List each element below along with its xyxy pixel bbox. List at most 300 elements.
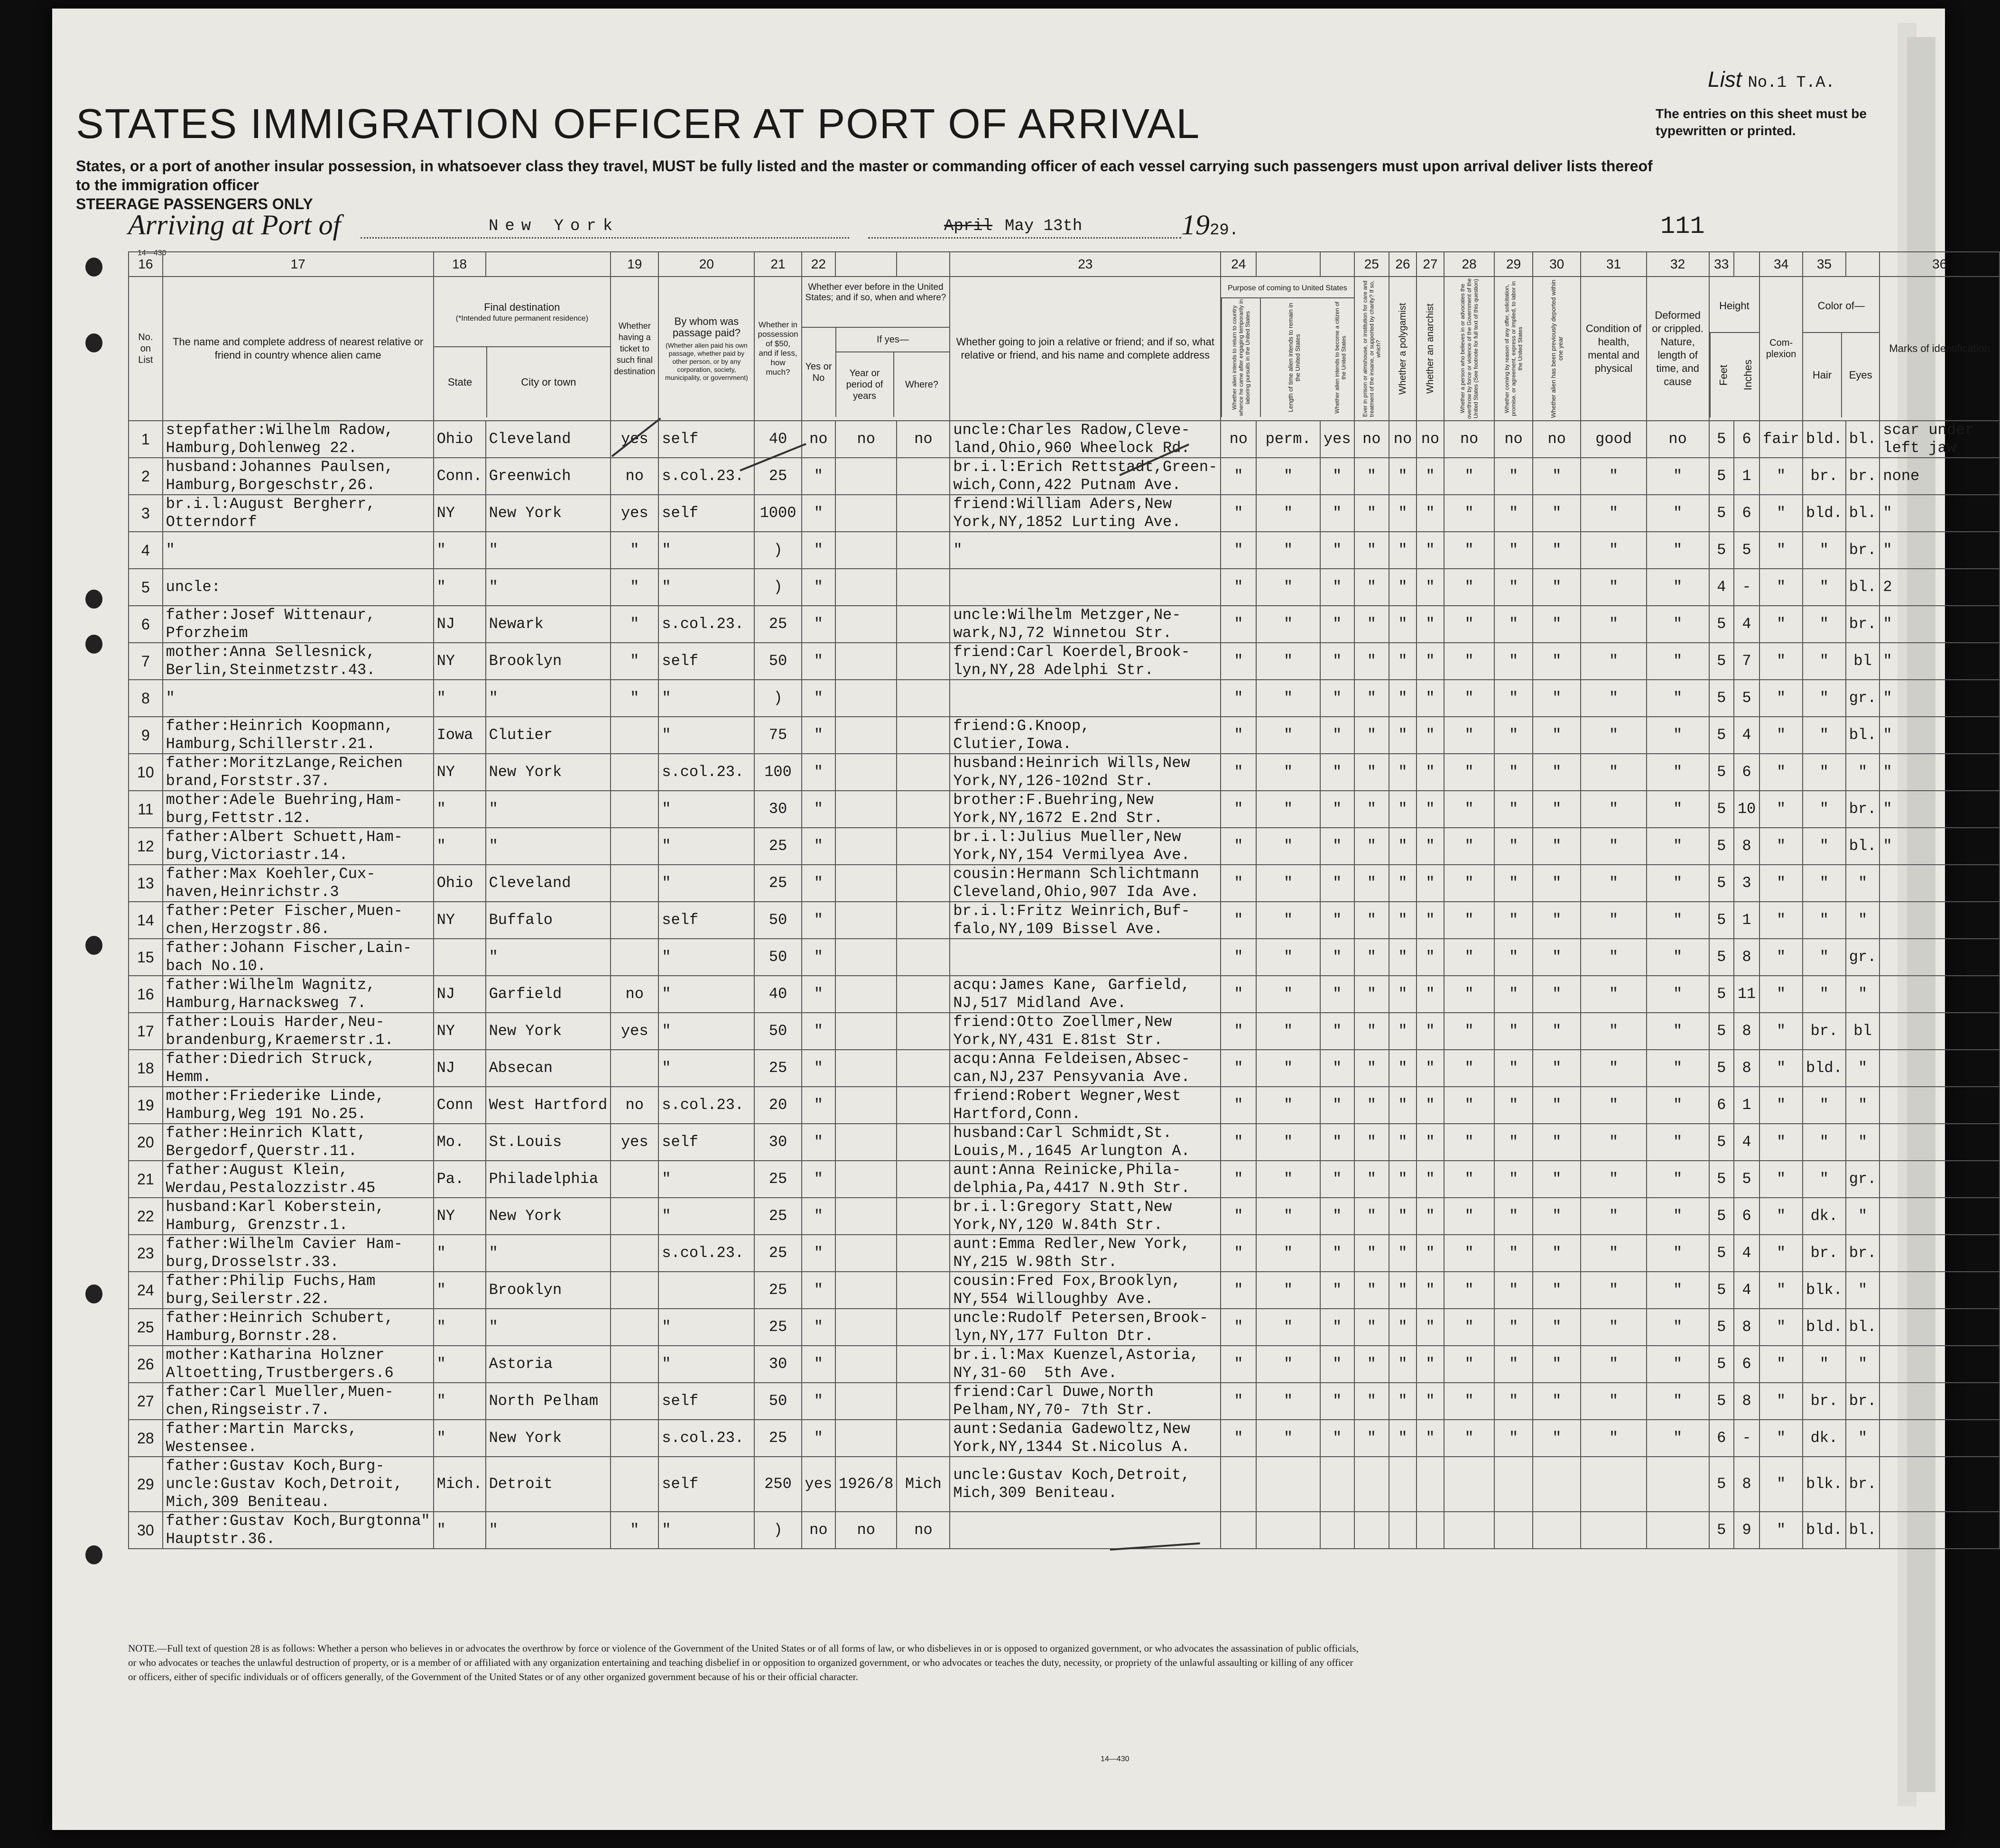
q30: " [1533,458,1581,495]
health: " [1581,1050,1646,1087]
dest-city: Detroit [486,1457,611,1512]
dest-state: " [434,1309,486,1346]
anarchist: " [1417,976,1444,1013]
eye-color: " [1846,976,1880,1013]
relative-abroad: father:August Klein, Werdau,Pestalozzistr.45 [163,1161,434,1198]
before-year [835,606,897,643]
joining: uncle:Wilhelm Metzger,Ne- wark,NJ,72 Winnetou Str. [950,606,1221,643]
marks: " [1880,791,2000,828]
dest-state: Conn [434,1087,486,1124]
health: " [1581,976,1646,1013]
before-year [835,680,897,717]
row-number: 19 [129,1087,163,1124]
purpose-citizen [1320,1457,1354,1512]
hair-color: " [1803,532,1846,569]
passage-paid-by: s.col.23. [658,606,754,643]
purpose-return [1221,1457,1256,1512]
table-row [129,1013,2000,1050]
health: good [1581,421,1646,458]
relative-abroad: father:Martin Marcks, Westensee. [163,1420,434,1457]
prison: " [1354,532,1389,569]
column-number-row [129,252,2000,277]
manifest-table [128,251,2000,1549]
money: 25 [754,1050,801,1087]
polygamist: " [1389,1272,1417,1309]
table-row [129,1457,2000,1512]
prison: " [1354,1420,1389,1457]
dest-state: Conn. [434,458,486,495]
column-number: 17 [163,252,434,277]
table-row [129,1198,2000,1235]
prison [1354,1512,1389,1549]
purpose-citizen: " [1320,532,1354,569]
complexion: " [1759,754,1803,791]
q30: " [1533,828,1581,865]
deformed: " [1647,754,1709,791]
q28: " [1444,865,1494,902]
deformed: " [1647,1346,1709,1383]
purpose-length: " [1256,569,1320,606]
q29: " [1494,939,1533,976]
header-q28: Whether a person who believes in or advocates the overthrow by force or violence of the Government of the United States (See footnote for full text of this question) [1444,277,1494,421]
ticket [611,1235,658,1272]
row-number: 5 [129,569,163,606]
before-year [835,865,897,902]
deformed: " [1647,1235,1709,1272]
q30 [1533,1457,1581,1512]
table-row [129,1272,2000,1309]
table-row [129,902,2000,939]
column-number: 32 [1647,252,1709,277]
q28: " [1444,606,1494,643]
health: " [1581,532,1646,569]
ticket [611,1272,658,1309]
polygamist: " [1389,495,1417,532]
money: 50 [754,1013,801,1050]
q28: " [1444,1087,1494,1124]
passage-paid-by: " [658,1198,754,1235]
passage-paid-by [658,1272,754,1309]
purpose-citizen: " [1320,902,1354,939]
header-inches: Inches [1741,360,1754,391]
before-us: " [802,1124,836,1161]
dest-city: Philadelphia [486,1161,611,1198]
footnote: NOTE.—Full text of question 28 is as follows: Whether a person who believes in or advocates the overthrow by force or violence of the Government of the United States or of all forms of law, or who disbelieves in or is opposed to organized government, or who advocates the assassination of public officials, or who advocates or teaches the unlawful destruction of property, or is a member of or affiliated with any organization entertaining and teaching disbelief in or opposition to organized government, or who advocates or teaches the duty, necessity, or propriety of the unlawful assaulting or killing of any officer or officers, either of specific individuals or of officers generally, of the Government of the United States or of any other organized government because of his or their official character. [128,1643,1359,1682]
q29: " [1494,643,1533,680]
anarchist: " [1417,1050,1444,1087]
table-row [129,1512,2000,1549]
marks [1880,1420,2000,1457]
health: " [1581,1013,1646,1050]
table-row [129,1087,2000,1124]
polygamist: " [1389,828,1417,865]
row-number: 22 [129,1198,163,1235]
before-year: no [835,1512,897,1549]
passage-paid-by: " [658,680,754,717]
height-feet: 5 [1709,643,1734,680]
row-number: 15 [129,939,163,976]
prison: " [1354,569,1389,606]
relative-abroad: father:Heinrich Klatt, Bergedorf,Querstr.11. [163,1124,434,1161]
q28: " [1444,680,1494,717]
joining: br.i.l:Max Kuenzel,Astoria, NY,31-60 5th Ave. [950,1346,1221,1383]
passage-paid-by: " [658,717,754,754]
relative-abroad: mother:Anna Sellesnick, Berlin,Steinmetzstr.43. [163,643,434,680]
q28: " [1444,976,1494,1013]
deformed: " [1647,532,1709,569]
height-feet: 5 [1709,1235,1734,1272]
q30: " [1533,1087,1581,1124]
health: " [1581,1161,1646,1198]
purpose-citizen: " [1320,1235,1354,1272]
anarchist: " [1417,1420,1444,1457]
money: 20 [754,1087,801,1124]
column-number [1320,252,1354,277]
hair-color: " [1803,680,1846,717]
dest-state: NY [434,495,486,532]
color-label: Color of— [1803,280,1879,333]
date-line [868,237,1181,239]
prison: " [1354,939,1389,976]
money: 75 [754,717,801,754]
hair-color: " [1803,976,1846,1013]
dest-state: " [434,828,486,865]
deformed: " [1647,828,1709,865]
before-year [835,717,897,754]
purpose-length: " [1256,1309,1320,1346]
height-feet: 5 [1709,1309,1734,1346]
column-number: 26 [1389,252,1417,277]
height-inches: 1 [1734,1087,1759,1124]
health: " [1581,754,1646,791]
row-number: 2 [129,458,163,495]
column-number: 30 [1533,252,1581,277]
header-state: State [434,347,487,417]
column-number: 24 [1221,252,1256,277]
ticket: yes [611,1124,658,1161]
before-us: " [802,458,836,495]
purpose-length: " [1256,1420,1320,1457]
relative-abroad: mother:Friederike Linde, Hamburg,Weg 191 No.25. [163,1087,434,1124]
header-joining: Whether going to join a relative or friend; and if so, what relative or friend, and his name and complete address [950,277,1221,421]
polygamist: " [1389,1420,1417,1457]
before-us: " [802,1346,836,1383]
relative-abroad: stepfather:Wilhelm Radow, Hamburg,Dohlenweg 22. [163,421,434,458]
ticket [611,1198,658,1235]
hair-color: " [1803,643,1846,680]
marks [1880,1161,2000,1198]
deformed: " [1647,1272,1709,1309]
before-where [897,1272,950,1309]
passage-paid-by: self [658,421,754,458]
purpose-return: " [1221,495,1256,532]
joining: husband:Heinrich Wills,New York,NY,126-102nd Str. [950,754,1221,791]
joining: friend:Robert Wegner,West Hartford,Conn. [950,1087,1221,1124]
joining [950,680,1221,717]
height-feet: 5 [1709,1457,1734,1512]
before-year [835,1161,897,1198]
health: " [1581,1198,1646,1235]
anarchist: " [1417,680,1444,717]
height-inches: 3 [1734,865,1759,902]
height-inches: 4 [1734,1235,1759,1272]
before-where [897,1198,950,1235]
header-eyes: Eyes [1849,369,1872,381]
purpose-return: " [1221,902,1256,939]
marks [1880,1124,2000,1161]
complexion: fair [1759,421,1803,458]
purpose-return: " [1221,976,1256,1013]
table-row [129,680,2000,717]
q29 [1494,1512,1533,1549]
eye-color: " [1846,1198,1880,1235]
q30: " [1533,495,1581,532]
passage-paid-by: s.col.23. [658,1087,754,1124]
purpose-length: " [1256,458,1320,495]
hair-color: " [1803,791,1846,828]
deformed: " [1647,1161,1709,1198]
before-year [835,1124,897,1161]
height-inches: 1 [1734,902,1759,939]
prison: " [1354,754,1389,791]
money: 40 [754,421,801,458]
deformed: " [1647,976,1709,1013]
final-destination-note: (*Intended future permanent residence) [455,314,589,323]
money: 25 [754,1420,801,1457]
height-feet: 5 [1709,532,1734,569]
prison: " [1354,717,1389,754]
money: ) [754,680,801,717]
q30: " [1533,569,1581,606]
height-inches: 4 [1734,1124,1759,1161]
ticket: " [611,680,658,717]
eye-color: " [1846,902,1880,939]
header-polygamist: Whether a polygamist [1389,277,1417,421]
relative-abroad: br.i.l:August Bergherr, Otterndorf [163,495,434,532]
eye-color: bl. [1846,717,1880,754]
ticket [611,1309,658,1346]
before-year [835,976,897,1013]
q30: " [1533,1161,1581,1198]
money: 50 [754,643,801,680]
dest-city: " [486,569,611,606]
height-inches: 8 [1734,1457,1759,1512]
money: 30 [754,791,801,828]
before-where [897,939,950,976]
height-inches: 5 [1734,532,1759,569]
relative-abroad: father:Albert Schuett,Ham- burg,Victoriastr.14. [163,828,434,865]
height-inches: 6 [1734,1198,1759,1235]
complexion: " [1759,1457,1803,1512]
table-row [129,754,2000,791]
height-label: Height [1710,280,1759,333]
purpose-return: " [1221,1235,1256,1272]
hair-color: " [1803,1161,1846,1198]
prison: " [1354,791,1389,828]
column-number: 19 [611,252,658,277]
eye-color: br. [1846,791,1880,828]
dest-city: New York [486,1013,611,1050]
purpose-return: " [1221,569,1256,606]
joining: friend:Carl Duwe,North Pelham,NY,70- 7th Str. [950,1383,1221,1420]
header-prison: Ever in prison or almshouse, or institution for care and treatment of the insane, or supported by charity? If so, which? [1354,277,1389,421]
deformed: " [1647,791,1709,828]
dest-city: Newark [486,606,611,643]
purpose-length: " [1256,1161,1320,1198]
list-number [1708,66,1835,92]
height-feet: 5 [1709,1161,1734,1198]
prison: " [1354,902,1389,939]
joining: aunt:Emma Redler,New York, NY,215 W.98th Str. [950,1235,1221,1272]
row-number: 7 [129,643,163,680]
before-us: " [802,791,836,828]
hair-color: bld. [1803,495,1846,532]
before-where [897,1124,950,1161]
column-number [835,252,897,277]
before-where [897,865,950,902]
before-us: " [802,865,836,902]
dest-city: North Pelham [486,1383,611,1420]
joining: br.i.l:Fritz Weinrich,Buf- falo,NY,109 Bissel Ave. [950,902,1221,939]
height-inches: 8 [1734,828,1759,865]
joining: cousin:Fred Fox,Brooklyn, NY,554 Willoughby Ave. [950,1272,1221,1309]
q29: " [1494,1235,1533,1272]
q28: " [1444,1420,1494,1457]
q29: " [1494,1309,1533,1346]
deformed: " [1647,902,1709,939]
ticket: no [611,1087,658,1124]
purpose-return: " [1221,606,1256,643]
height-feet: 5 [1709,828,1734,865]
purpose-citizen: " [1320,865,1354,902]
height-inches: 4 [1734,1272,1759,1309]
dest-state: " [434,680,486,717]
ticket [611,865,658,902]
polygamist: " [1389,1235,1417,1272]
before-us: " [802,532,836,569]
q29: " [1494,1272,1533,1309]
column-number [1734,252,1759,277]
height-inches: 6 [1734,495,1759,532]
purpose-return: " [1221,865,1256,902]
table-row [129,1050,2000,1087]
before-us: no [802,421,836,458]
purpose-return: " [1221,532,1256,569]
q28: " [1444,1161,1494,1198]
before-us: " [802,1309,836,1346]
marks [1880,1383,2000,1420]
height-inches: - [1734,1420,1759,1457]
purpose-length: " [1256,1272,1320,1309]
height-feet: 5 [1709,1013,1734,1050]
table-row [129,569,2000,606]
dest-city: Absecan [486,1050,611,1087]
q28: " [1444,1272,1494,1309]
prison: " [1354,495,1389,532]
height-feet: 6 [1709,1420,1734,1457]
ticket: yes [611,1013,658,1050]
dest-state: NY [434,1013,486,1050]
purpose-return [1221,1512,1256,1549]
ticket [611,1420,658,1457]
prison: " [1354,865,1389,902]
relative-abroad: father:Johann Fischer,Lain- bach No.10. [163,939,434,976]
dest-state: " [434,532,486,569]
marks [1880,939,2000,976]
purpose-length: " [1256,1346,1320,1383]
money: 25 [754,1235,801,1272]
height-inches: 4 [1734,717,1759,754]
marks [1880,1512,2000,1549]
joining [950,939,1221,976]
table-row [129,717,2000,754]
before-where: Mich [897,1457,950,1512]
dest-city: " [486,791,611,828]
passage-paid-by: self [658,643,754,680]
marks [1880,1235,2000,1272]
before-where [897,717,950,754]
eye-color: bl. [1846,569,1880,606]
complexion: " [1759,1309,1803,1346]
header-purpose-citizen: Whether alien intends to become a citizen of the United States [1333,301,1347,414]
deformed: " [1647,458,1709,495]
prison [1354,1457,1389,1512]
polygamist: " [1389,1050,1417,1087]
relative-abroad: father:Heinrich Koopmann, Hamburg,Schillerstr.21. [163,717,434,754]
header-anarchist: Whether an anarchist [1417,277,1444,421]
year-prefix: 19 [1181,209,1210,240]
complexion: " [1759,1124,1803,1161]
q30: " [1533,1346,1581,1383]
eye-color: " [1846,865,1880,902]
column-number: 35 [1803,252,1846,277]
complexion: " [1759,606,1803,643]
purpose-return: " [1221,1161,1256,1198]
complexion: " [1759,1198,1803,1235]
passage-paid-by: self [658,1124,754,1161]
passage-paid-by: " [658,1309,754,1346]
table-row [129,643,2000,680]
joining: uncle:Charles Radow,Cleve- land,Ohio,960 Wheelock Rd. [950,421,1221,458]
before-year: 1926/8 [835,1457,897,1512]
q28: " [1444,532,1494,569]
row-number: 9 [129,717,163,754]
purpose-citizen: " [1320,606,1354,643]
header-city: City or town [521,376,576,388]
before-where [897,458,950,495]
q28: " [1444,458,1494,495]
before-us: " [802,939,836,976]
height-inches: 10 [1734,791,1759,828]
marks: " [1880,606,2000,643]
polygamist: " [1389,1383,1417,1420]
column-number: 36 [1880,252,2000,277]
eye-color: bl [1846,1013,1880,1050]
header-complexion: Com-plexion [1759,277,1803,421]
table-row [129,1420,2000,1457]
health: " [1581,495,1646,532]
table-row [129,495,2000,532]
before-where [897,1235,950,1272]
ticket [611,828,658,865]
height-feet: 5 [1709,1512,1734,1549]
table-row [129,1235,2000,1272]
anarchist: " [1417,865,1444,902]
height-feet: 5 [1709,1124,1734,1161]
q28: " [1444,717,1494,754]
ticket: " [611,606,658,643]
before-year [835,1198,897,1235]
